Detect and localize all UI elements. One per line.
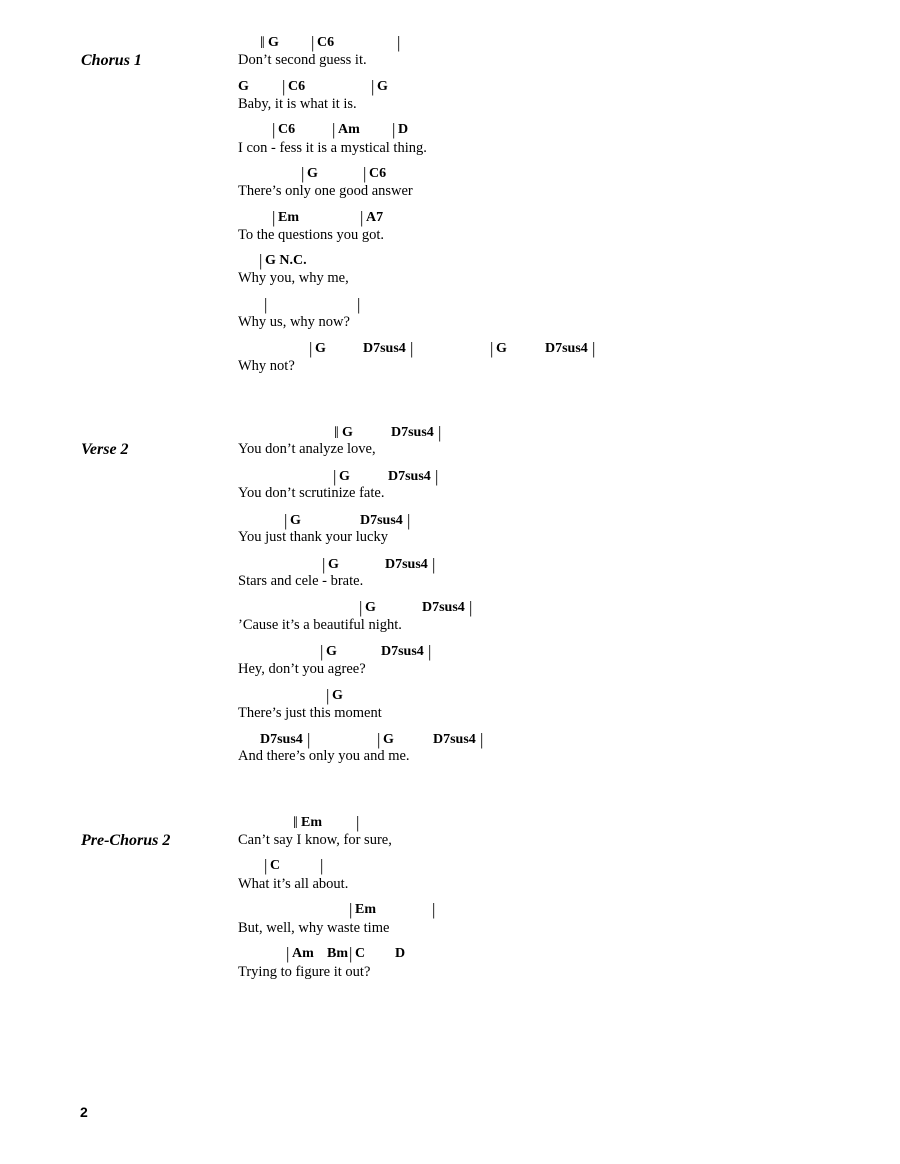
chord: D7sus4 xyxy=(381,644,424,659)
chord: G xyxy=(315,341,326,356)
chord: D xyxy=(395,946,406,961)
barline: | xyxy=(333,467,337,486)
chord: A7 xyxy=(366,210,384,225)
barline: | xyxy=(309,339,313,358)
chord: C6 xyxy=(288,79,306,94)
chord: Em xyxy=(355,902,376,917)
barline: | xyxy=(432,900,436,919)
chord: D7sus4 xyxy=(360,513,403,528)
barline: | xyxy=(349,900,353,919)
double-barline: ‖ xyxy=(260,33,265,52)
chord: D7sus4 xyxy=(385,557,428,572)
lyric-line: You don’t scrutinize fate. xyxy=(238,485,385,501)
chord: D7sus4 xyxy=(363,341,406,356)
barline: | xyxy=(435,467,439,486)
chord: G xyxy=(365,600,376,615)
chord: G xyxy=(496,341,507,356)
section-label-chorus-1: Chorus 1 xyxy=(81,52,142,69)
lyric-line: Stars and cele - brate. xyxy=(238,573,364,589)
chord: D7sus4 xyxy=(545,341,588,356)
chord: D7sus4 xyxy=(433,732,476,747)
chord: G xyxy=(383,732,394,747)
lyric-line: Don’t second guess it. xyxy=(238,52,367,68)
lyric-line: You don’t analyze love, xyxy=(238,441,376,457)
barline: | xyxy=(490,339,494,358)
barline: | xyxy=(432,555,436,574)
barline: | xyxy=(480,730,484,749)
barline: | xyxy=(363,164,367,183)
lyric-line: But, well, why waste time xyxy=(238,920,390,936)
barline: | xyxy=(320,642,324,661)
chord: Em xyxy=(278,210,299,225)
barline: | xyxy=(286,944,290,963)
barline: | xyxy=(301,164,305,183)
chord: D7sus4 xyxy=(388,469,431,484)
chord: C xyxy=(355,946,366,961)
chord: G xyxy=(268,35,279,50)
double-barline: ‖ xyxy=(293,813,298,832)
barline: | xyxy=(272,208,276,227)
lyric-line: Trying to figure it out? xyxy=(238,964,371,980)
barline: | xyxy=(282,77,286,96)
chord: C6 xyxy=(369,166,387,181)
lyric-line: And there’s only you and me. xyxy=(238,748,410,764)
barline: | xyxy=(264,295,268,314)
chord: Am xyxy=(292,946,314,961)
chord: Am xyxy=(338,122,360,137)
barline: | xyxy=(322,555,326,574)
chord: C xyxy=(270,858,281,873)
lyric-line: ’Cause it’s a beautiful night. xyxy=(238,617,402,633)
chord: G xyxy=(332,688,343,703)
chord: G xyxy=(328,557,339,572)
barline: | xyxy=(307,730,311,749)
chord: C6 xyxy=(317,35,335,50)
barline: | xyxy=(259,251,263,270)
barline: | xyxy=(438,423,442,442)
lyric-line: You just thank your lucky xyxy=(238,529,388,545)
barline: | xyxy=(264,856,268,875)
lyric-line: Baby, it is what it is. xyxy=(238,96,357,112)
barline: | xyxy=(410,339,414,358)
chord: D7sus4 xyxy=(260,732,303,747)
barline: | xyxy=(356,813,360,832)
barline: | xyxy=(272,120,276,139)
section-label-verse-2: Verse 2 xyxy=(81,441,129,458)
chord: G xyxy=(377,79,388,94)
chord: C6 xyxy=(278,122,296,137)
lyric-line: There’s only one good answer xyxy=(238,183,413,199)
lyric-line: I con - fess it is a mystical thing. xyxy=(238,140,427,156)
chord: G N.C. xyxy=(265,253,307,268)
barline: | xyxy=(392,120,396,139)
barline: | xyxy=(592,339,596,358)
lyric-line: What it’s all about. xyxy=(238,876,349,892)
lyric-line: Hey, don’t you agree? xyxy=(238,661,366,677)
lyric-line: To the questions you got. xyxy=(238,227,384,243)
lyric-line: There’s just this moment xyxy=(238,705,382,721)
barline: | xyxy=(397,33,401,52)
chord: G xyxy=(342,425,353,440)
barline: | xyxy=(284,511,288,530)
chord: G xyxy=(238,79,249,94)
lyric-line: Why us, why now? xyxy=(238,314,350,330)
chord: Em xyxy=(301,815,322,830)
barline: | xyxy=(320,856,324,875)
chord: G xyxy=(307,166,318,181)
barline: | xyxy=(357,295,361,314)
barline: | xyxy=(326,686,330,705)
lyric-line: Can’t say I know, for sure, xyxy=(238,832,392,848)
lyric-line: Why not? xyxy=(238,358,295,374)
lyric-line: Why you, why me, xyxy=(238,270,349,286)
barline: | xyxy=(311,33,315,52)
barline: | xyxy=(469,598,473,617)
barline: | xyxy=(428,642,432,661)
barline: | xyxy=(377,730,381,749)
chord: D7sus4 xyxy=(422,600,465,615)
chord: G xyxy=(326,644,337,659)
barline: | xyxy=(407,511,411,530)
barline: | xyxy=(332,120,336,139)
chord: D xyxy=(398,122,409,137)
barline: | xyxy=(359,598,363,617)
chord: D7sus4 xyxy=(391,425,434,440)
barline: | xyxy=(371,77,375,96)
page-number: 2 xyxy=(80,1104,88,1120)
chord: G xyxy=(290,513,301,528)
section-label-pre-chorus-2: Pre-Chorus 2 xyxy=(81,832,171,849)
chord: G xyxy=(339,469,350,484)
double-barline: ‖ xyxy=(334,423,339,442)
barline: | xyxy=(349,944,353,963)
barline: | xyxy=(360,208,364,227)
chord: Bm xyxy=(327,946,348,961)
